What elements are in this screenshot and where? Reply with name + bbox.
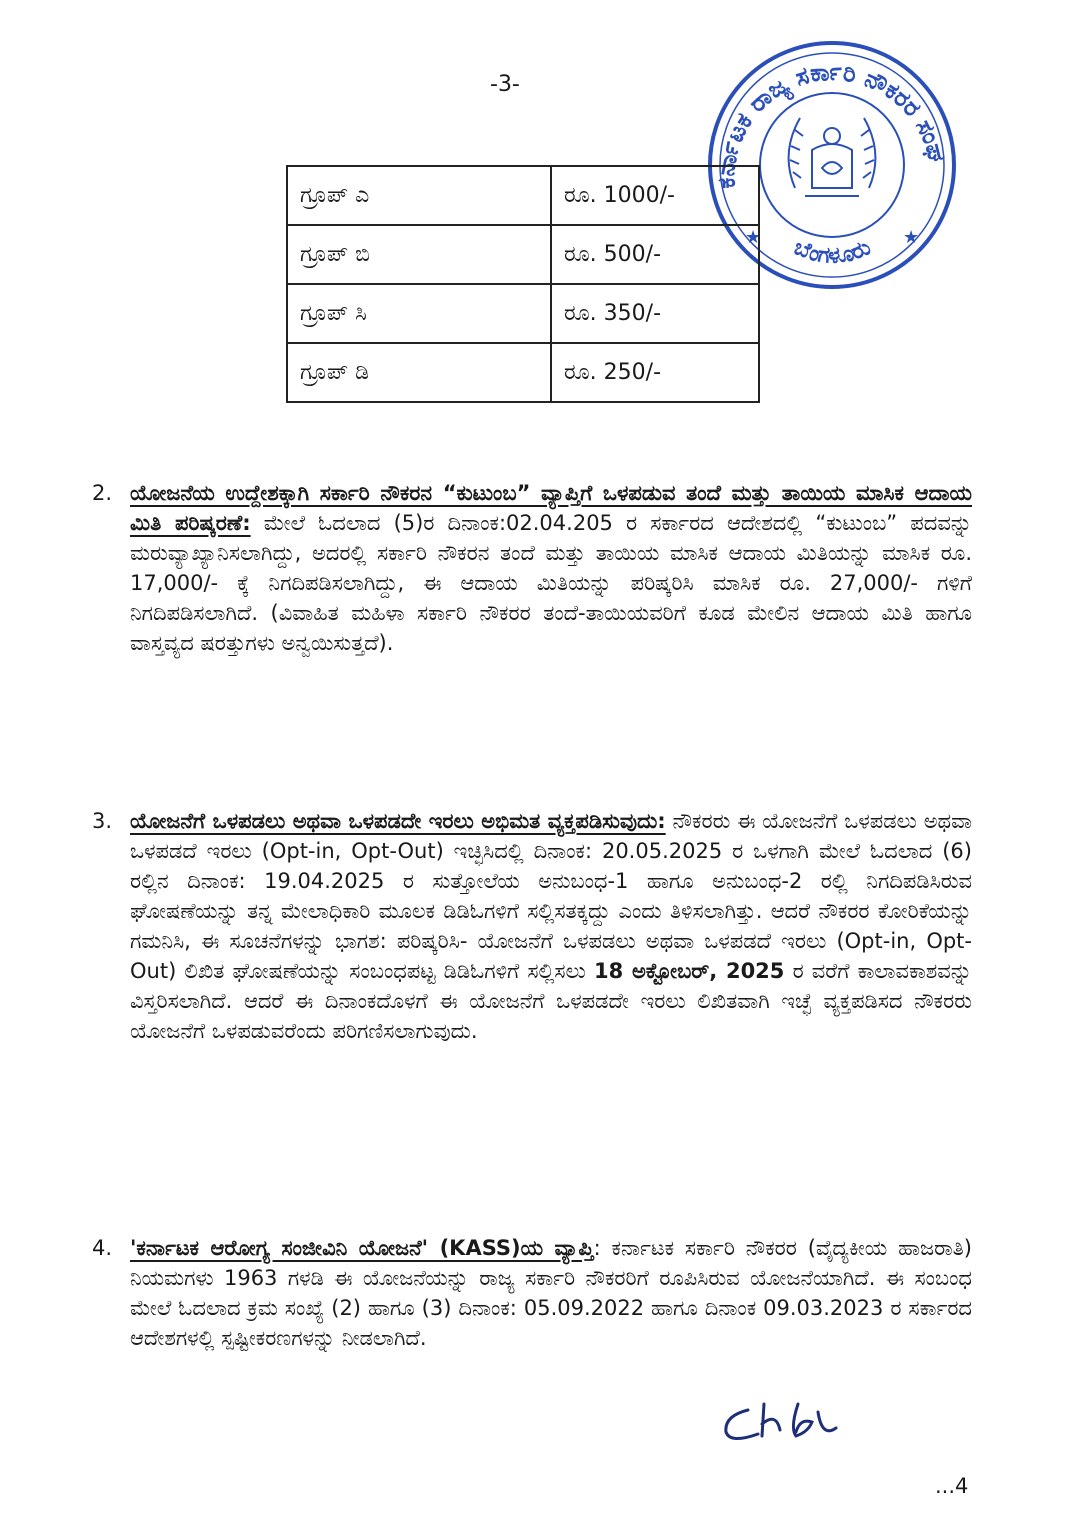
group-cell: ಗ್ರೂಪ್ ಡಿ [287, 343, 551, 402]
table-row [287, 343, 759, 402]
section-text-continued: ರ ವರೆಗೆ ಕಾಲಾವಕಾಶವನ್ನು ವಿಸ್ತರಿಸಲಾಗಿದೆ. ಆದರೆ ಈ ದಿನಾಂಕದೊಳಗೆ ಈ ಯೋಜನೆಗೆ ಒಳಪಡದೇ ಇರಲು ಲಿಖಿತವಾಗಿ ಇಚ್ಛೆ ವ್ಯಕ್ತಪಡಿಸದ ನೌಕರರು ಯೋಜನೆಗೆ ಒಳಪಡುವರೆಂದು ಪರಿಗಣಿಸಲಾಗುವುದು. [130, 959, 972, 1043]
group-cell: ಗ್ರೂಪ್ ಎ [287, 166, 551, 225]
table-row [287, 225, 759, 284]
section-text: ನೌಕರರು ಈ ಯೋಜನೆಗೆ ಒಳಪಡಲು ಅಥವಾ ಒಳಪಡದೆ ಇರಲು (Opt-in, Opt-Out) ಇಚ್ಛಿಸಿದಲ್ಲಿ ದಿನಾಂಕ: 20.05.2025 ರ ಒಳಗಾಗಿ ಮೇಲೆ ಓದಲಾದ (6) ರಲ್ಲಿನ ದಿನಾಂಕ: 19.04.2025 ರ ಸುತ್ತೋಲೆಯ ಅನುಬಂಧ-1 ಹಾಗೂ ಅನುಬಂಧ-2 ರಲ್ಲಿ ನಿಗದಿಪಡಿಸಿರುವ ಘೋಷಣೆಯನ್ನು ತನ್ನ ಮೇಲಾಧಿಕಾರಿ ಮೂಲಕ ಡಿಡಿಓಗಳಿಗೆ ಸಲ್ಲಿಸತಕ್ಕದ್ದು ಎಂದು ತಿಳಿಸಲಾಗಿತ್ತು. ಆದರೆ ನೌಕರರ ಕೋರಿಕೆಯನ್ನು ಗಮನಿಸಿ, ಈ ಸೂಚನೆಗಳನ್ನು ಭಾಗಶ: ಪರಿಷ್ಕರಿಸಿ- ಯೋಜನೆಗೆ ಒಳಪಡಲು ಅಥವಾ ಒಳಪಡದೆ ಇರಲು (Opt-in, Opt-Out) ಲಿಖಿತ ಘೋಷಣೆಯನ್ನು ಸಂಬಂಧಪಟ್ಟ ಡಿಡಿಓಗಳಿಗೆ ಸಲ್ಲಿಸಲು [130, 809, 972, 983]
amount-cell: ರೂ. 500/- [551, 225, 759, 284]
section-heading: ಯೋಜನೆಯ ಉದ್ದೇಶಕ್ಕಾಗಿ ಸರ್ಕಾರಿ ನೌಕರನ “ಕುಟುಂಬ” ವ್ಯಾಪ್ತಿಗೆ ಒಳಪಡುವ ತಂದೆ ಮತ್ತು ತಾಯಿಯ ಮಾಸಿಕ ಆದಾಯ ಮಿತಿ ಪರಿಷ್ಕರಣೆ: [130, 481, 972, 535]
seal-top-text: ಕರ್ನಾಟಕ ರಾಜ್ಯ ಸರ್ಕಾರಿ ನೌಕರರ ಸಂಘ [711, 57, 952, 190]
section-text: : ಕರ್ನಾಟಕ ಸರ್ಕಾರಿ ನೌಕರರ (ವೈದ್ಯಕೀಯ ಹಾಜರಾತಿ) ನಿಯಮಗಳು 1963 ಗಳಡಿ ಈ ಯೋಜನೆಯನ್ನು ರಾಜ್ಯ ಸರ್ಕಾರಿ ನೌಕರರಿಗೆ ರೂಪಿಸಿರುವ ಯೋಜನೆಯಾಗಿದೆ. ಈ ಸಂಬಂಧ ಮೇಲೆ ಓದಲಾದ ಕ್ರಮ ಸಂಖ್ಯೆ (2) ಹಾಗೂ (3) ದಿನಾಂಕ: 05.09.2022 ಹಾಗೂ ದಿನಾಂಕ 09.03.2023 ರ ಸರ್ಕಾರದ ಆದೇಶಗಳಲ್ಲಿ ಸ್ಪಷ್ಟೀಕರಣಗಳನ್ನು ನೀಡಲಾಗಿದೆ. [130, 1236, 972, 1350]
svg-text:★: ★ [745, 227, 762, 248]
table-row [287, 284, 759, 343]
group-cell: ಗ್ರೂಪ್ ಸಿ [287, 284, 551, 343]
section-2 [92, 478, 972, 658]
section-text: ಮೇಲೆ ಓದಲಾದ (5)ರ ದಿನಾಂಕ:02.04.205 ರ ಸರ್ಕಾರದ ಆದೇಶದಲ್ಲಿ “ಕುಟುಂಬ” ಪದವನ್ನು ಮರುವ್ಯಾಖ್ಯಾನಿಸಲಾಗಿದ್ದು, ಅದರಲ್ಲಿ ಸರ್ಕಾರಿ ನೌಕರನ ತಂದೆ ಮತ್ತು ತಾಯಿಯ ಮಾಸಿಕ ಆದಾಯ ಮಿತಿಯನ್ನು ಮಾಸಿಕ ರೂ. 17,000/- ಕ್ಕೆ ನಿಗದಿಪಡಿಸಲಾಗಿದ್ದು, ಈ ಆದಾಯ ಮಿತಿಯನ್ನು ಪರಿಷ್ಕರಿಸಿ ಮಾಸಿಕ ರೂ. 27,000/- ಗಳಿಗೆ ನಿಗದಿಪಡಿಸಲಾಗಿದೆ. (ವಿವಾಹಿತ ಮಹಿಳಾ ಸರ್ಕಾರಿ ನೌಕರರ ತಂದೆ-ತಾಯಿಯವರಿಗೆ ಕೂಡ ಮೇಲಿನ ಆದಾಯ ಮಿತಿ ಹಾಗೂ ವಾಸ್ತವ್ಯದ ಷರತ್ತುಗಳು ಅನ್ವಯಿಸುತ್ತದೆ). [130, 511, 972, 655]
emblem-icon [789, 118, 876, 196]
deadline-date: 18 ಅಕ್ಟೋಬರ್, 2025 [594, 959, 785, 983]
seal-bottom-text: ಬೆಂಗಳೂರು [790, 234, 875, 270]
continuation-marker: ...4 [935, 1474, 969, 1498]
section-4 [92, 1233, 972, 1353]
section-number: 3. [92, 809, 113, 833]
amount-cell: ರೂ. 1000/- [551, 166, 759, 225]
section-heading: ಯೋಜನೆಗೆ ಒಳಪಡಲು ಅಥವಾ ಒಳಪಡದೇ ಇರಲು ಅಭಿಮತ ವ್ಯಕ್ತಪಡಿಸುವುದು: [130, 809, 666, 833]
group-cell: ಗ್ರೂಪ್ ಬಿ [287, 225, 551, 284]
section-heading: 'ಕರ್ನಾಟಕ ಆರೋಗ್ಯ ಸಂಜೀವಿನಿ ಯೋಜನೆ' (KASS)ಯ ವ್ಯಾಪ್ತಿ [130, 1236, 594, 1260]
amount-cell: ರೂ. 250/- [551, 343, 759, 402]
signature-scribble [718, 1398, 848, 1448]
amount-cell: ರೂ. 350/- [551, 284, 759, 343]
section-number: 2. [92, 481, 113, 505]
svg-text:★: ★ [903, 227, 920, 248]
section-number: 4. [92, 1236, 113, 1260]
group-fee-table [286, 165, 760, 403]
page-number: -3- [490, 72, 520, 97]
section-3 [92, 806, 972, 1046]
table-row [287, 166, 759, 225]
